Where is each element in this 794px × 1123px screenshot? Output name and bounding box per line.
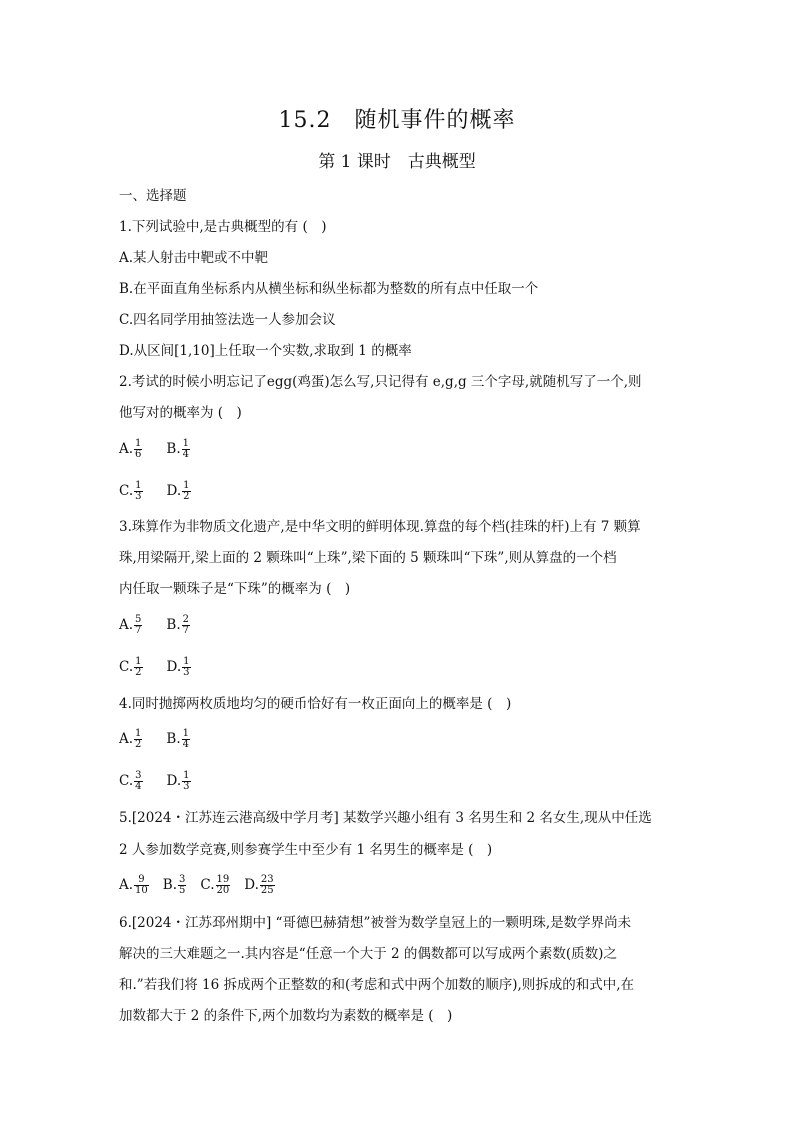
fraction: $\frac{5}{7}$ <box>135 614 142 636</box>
question-3-option-a: A. $\frac{5}{7}$ <box>119 614 142 636</box>
question-5-option-a: A. $\frac{9}{10}$ <box>119 874 148 896</box>
question-3-options-row-2 <box>119 657 191 678</box>
question-2-option-a: A. $\frac{1}{6}$ <box>119 438 142 460</box>
question-6-stem-line-4: 加数都大于 2 的条件下,两个加数均为素数的概率是 ( ) <box>119 1008 453 1024</box>
section-heading: 一、选择题 <box>119 188 187 204</box>
question-3-stem-line-1: 3.珠算作为非物质文化遗产,是中华文明的鲜明体现.算盘的每个档(挂珠的杆)上有 7 颗算 <box>119 519 641 535</box>
fraction: $\frac{3}{4}$ <box>135 770 142 792</box>
question-3-option-d: D. $\frac{1}{3}$ <box>166 656 190 678</box>
fraction: $\frac{1}{3}$ <box>135 480 142 502</box>
question-5-stem-line-2: 2 人参加数学竞赛,则参赛学生中至少有 1 名男生的概率是 ( ) <box>119 842 493 858</box>
fraction: $\frac{1}{4}$ <box>182 438 190 460</box>
question-2-options-row-2 <box>119 481 191 502</box>
question-1-option-d: D.从区间[1,10]上任取一个实数,求取到 1 的概率 <box>119 343 412 359</box>
question-4-options-row-1 <box>119 729 190 750</box>
question-4-stem: 4.同时抛掷两枚质地均匀的硬币恰好有一枚正面向上的概率是 ( ) <box>119 696 512 712</box>
question-3-stem-line-3: 内任取一颗珠子是“下珠”的概率为 ( ) <box>119 581 351 597</box>
question-2-option-b: B. $\frac{1}{4}$ <box>166 438 190 460</box>
fraction: $\frac{1}{2}$ <box>135 728 142 750</box>
question-3-options-row-1 <box>119 615 190 636</box>
question-1-stem: 1.下列试验中,是古典概型的有 ( ) <box>119 219 327 235</box>
fraction: $\frac{1}{2}$ <box>135 656 142 678</box>
question-2-option-c: C. $\frac{1}{3}$ <box>119 480 142 502</box>
question-4-option-b: B. $\frac{1}{4}$ <box>166 728 190 750</box>
question-3-option-b: B. $\frac{2}{7}$ <box>166 614 190 636</box>
question-5-option-d: D. $\frac{23}{25}$ <box>244 874 274 896</box>
question-4-option-a: A. $\frac{1}{2}$ <box>119 728 142 750</box>
page-subtitle: 第 1 课时 古典概型 <box>318 152 476 172</box>
question-1-option-a: A.某人射击中靶或不中靶 <box>119 250 269 266</box>
question-4-option-c: C. $\frac{3}{4}$ <box>119 770 142 792</box>
fraction: $\frac{1}{3}$ <box>183 656 190 678</box>
page-title: 15.2 随机事件的概率 <box>278 108 516 133</box>
fraction: $\frac{2}{7}$ <box>182 614 190 636</box>
question-3-option-c: C. $\frac{1}{2}$ <box>119 656 142 678</box>
fraction: $\frac{1}{2}$ <box>183 480 190 502</box>
question-5-option-b: B. $\frac{3}{5}$ <box>162 874 186 896</box>
fraction: $\frac{23}{25}$ <box>260 874 274 896</box>
fraction: $\frac{1}{4}$ <box>182 728 190 750</box>
question-5-option-c: C. $\frac{19}{20}$ <box>200 874 230 896</box>
question-3-stem-line-2: 珠,用梁隔开,梁上面的 2 颗珠叫“上珠”,梁下面的 5 颗珠叫“下珠”,则从算盘的一个档 <box>119 550 617 566</box>
fraction: $\frac{19}{20}$ <box>216 874 230 896</box>
question-1-option-c: C.四名同学用抽签法选一人参加会议 <box>119 312 336 328</box>
fraction: $\frac{1}{6}$ <box>135 438 142 460</box>
question-6-stem-line-2: 解决的三大难题之一.其内容是“任意一个大于 2 的偶数都可以写成两个素数(质数)之 <box>119 946 617 962</box>
question-5-stem-line-1: 5.[2024・江苏连云港高级中学月考] 某数学兴趣小组有 3 名男生和 2 名女生,现从中任选 <box>119 810 652 826</box>
fraction: $\frac{9}{10}$ <box>135 874 148 896</box>
question-2-option-d: D. $\frac{1}{2}$ <box>166 480 190 502</box>
question-5-options-row <box>119 875 275 896</box>
question-6-stem-line-3: 和.”若我们将 16 拆成两个正整数的和(考虑和式中两个加数的顺序),则拆成的和式中,在 <box>119 977 635 993</box>
question-1-option-b: B.在平面直角坐标系内从横坐标和纵坐标都为整数的所有点中任取一个 <box>119 281 539 297</box>
question-2-stem-line-1: 2.考试的时候小明忘记了egg(鸡蛋)怎么写,只记得有 e,g,g 三个字母,就随机写了一个,则 <box>119 374 642 390</box>
question-2-stem-line-2: 他写对的概率为 ( ) <box>119 405 242 421</box>
fraction: $\frac{3}{5}$ <box>179 874 186 896</box>
question-6-stem-line-1: 6.[2024・江苏邳州期中] “哥德巴赫猜想”被誉为数学皇冠上的一颗明珠,是数学界尚未 <box>119 915 632 931</box>
question-2-options-row-1 <box>119 439 190 460</box>
fraction: $\frac{1}{3}$ <box>183 770 190 792</box>
question-4-option-d: D. $\frac{1}{3}$ <box>166 770 190 792</box>
question-4-options-row-2 <box>119 771 191 792</box>
